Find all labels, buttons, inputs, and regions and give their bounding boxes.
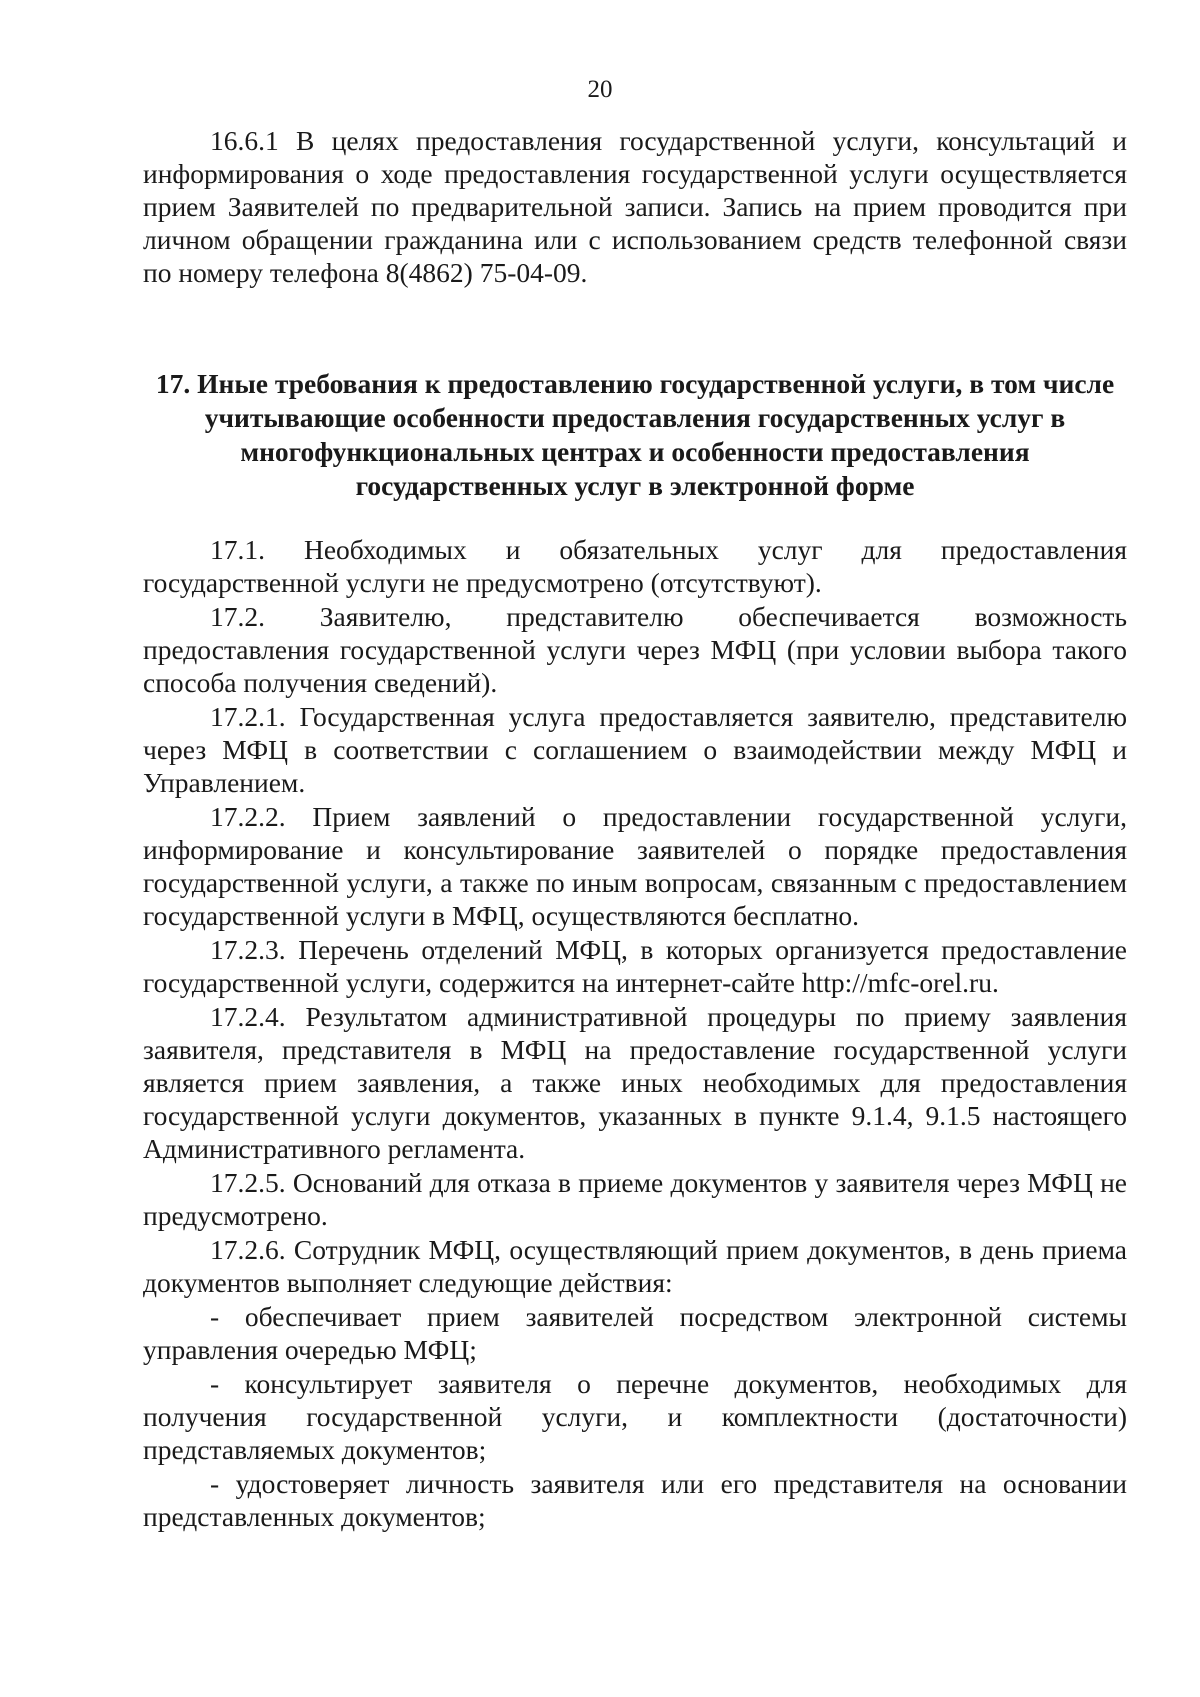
paragraph-17-2-6: 17.2.6. Сотрудник МФЦ, осуществляющий прием документов, в день приема документов выполняет следующие действия: <box>143 1234 1127 1298</box>
section-heading-17: 17. Иные требования к предоставлению государственной услуги, в том числе учитывающие особенности предоставления государственных услуг в многофункциональных центрах и особенности предоставления государственных услуг в электронной форме <box>155 368 1115 501</box>
paragraph-17-2: 17.2. Заявителю, представителю обеспечивается возможность предоставления государственной услуги через МФЦ (при условии выбора такого способа получения сведений). <box>143 601 1127 698</box>
list-item-consultation: - консультирует заявителя о перечне документов, необходимых для получения государственной услуги, и комплектности (достаточности) представляемых документов; <box>143 1368 1127 1465</box>
paragraph-17-2-5: 17.2.5. Оснований для отказа в приеме документов у заявителя через МФЦ не предусмотрено. <box>143 1167 1127 1231</box>
paragraph-17-1: 17.1. Необходимых и обязательных услуг для предоставления государственной услуги не предусмотрено (отсутствуют). <box>143 534 1127 598</box>
paragraph-17-2-3: 17.2.3. Перечень отделений МФЦ, в которых организуется предоставление государственной услуги, содержится на интернет-сайте http://mfc-orel.ru. <box>143 934 1127 998</box>
paragraph-16-6-1: 16.6.1 В целях предоставления государственной услуги, консультаций и информирования о ходе предоставления государственной услуги осуществляется прием Заявителей по предварительной записи. Запись на прием проводится при личном обращении гражданина или с использованием средств телефонной связи по номеру телефона 8(4862) 75-04-09. <box>143 125 1127 288</box>
document-body <box>143 124 1127 1534</box>
paragraph-17-2-4: 17.2.4. Результатом административной процедуры по приему заявления заявителя, представителя в МФЦ на предоставление государственной услуги является прием заявления, а также иных необходимых для предоставления государственной услуги документов, указанных в пункте 9.1.4, 9.1.5 настоящего Административного регламента. <box>143 1001 1127 1164</box>
paragraph-17-2-1: 17.2.1. Государственная услуга предоставляется заявителю, представителю через МФЦ в соответствии с соглашением о взаимодействии между МФЦ и Управлением. <box>143 701 1127 798</box>
page-number: 20 <box>587 76 613 103</box>
list-item-queue-system: - обеспечивает прием заявителей посредством электронной системы управления очередью МФЦ; <box>143 1301 1127 1365</box>
paragraph-17-2-2: 17.2.2. Прием заявлений о предоставлении государственной услуги, информирование и консультирование заявителей о порядке предоставления государственной услуги, а также по иным вопросам, связанным с предоставлением государственной услуги в МФЦ, осуществляются бесплатно. <box>143 801 1127 931</box>
list-item-identity-check: - удостоверяет личность заявителя или его представителя на основании представленных документов; <box>143 1468 1127 1532</box>
